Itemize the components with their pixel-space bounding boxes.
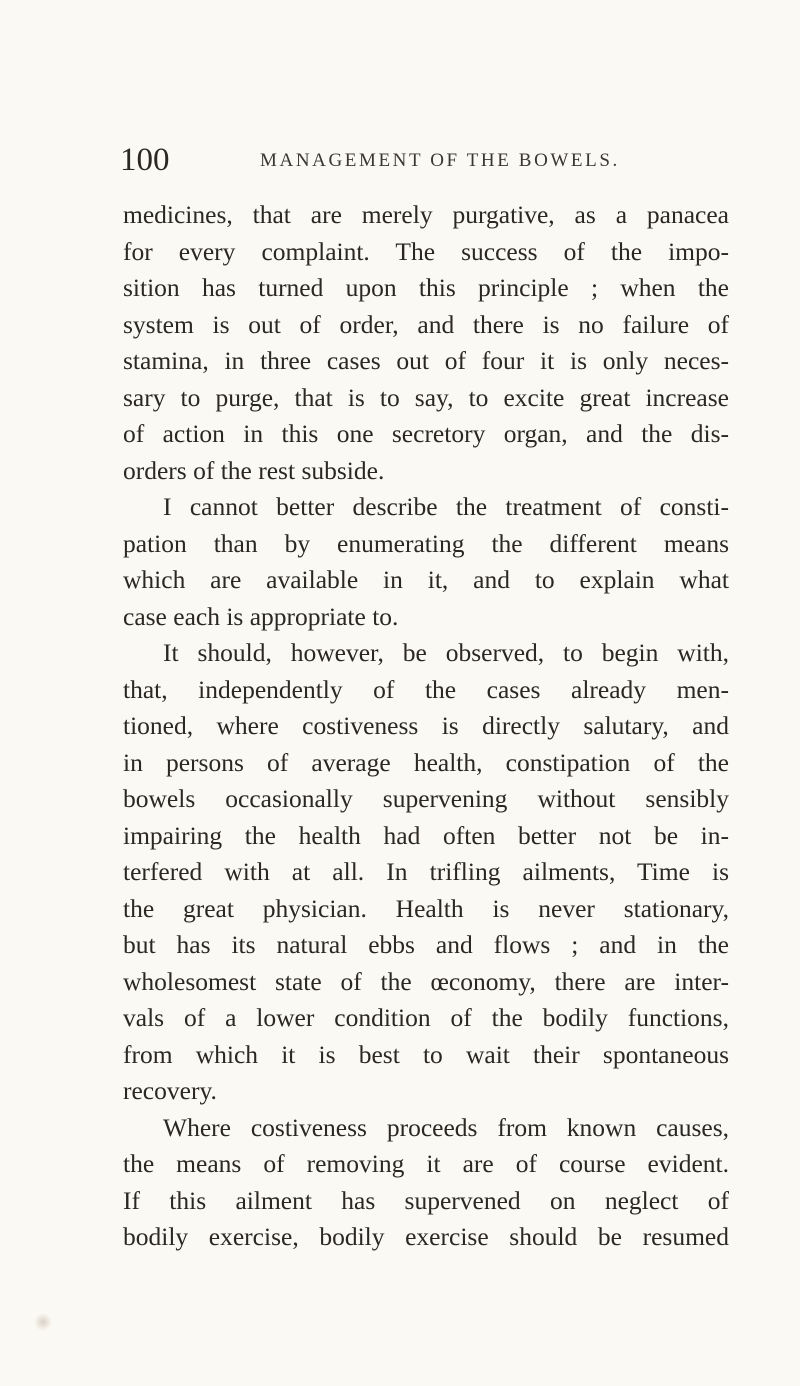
text-line: orders of the rest subside.	[123, 455, 385, 485]
text-line: for every complaint. The success of the impo-	[123, 236, 729, 266]
page-number: 100	[120, 142, 170, 178]
text-line: that, independently of the cases already men-	[123, 674, 729, 704]
text-line: Where costiveness proceeds from known causes,	[163, 1112, 729, 1142]
paper-smudge	[34, 1313, 52, 1331]
text-line: which are available in it, and to explain what	[123, 565, 729, 594]
text-line: It should, however, be observed, to begin with,	[163, 638, 729, 667]
text-line: I cannot better describe the treatment of consti-	[163, 492, 729, 521]
text-line: of action in this one secretory organ, and the dis-	[123, 419, 729, 448]
text-line: tioned, where costiveness is directly salutary, and	[123, 711, 729, 740]
text-line: stamina, in three cases out of four it is only neces-	[123, 346, 729, 375]
text-line: sary to purge, that is to say, to excite great increase	[123, 382, 729, 412]
text-line: sition has turned upon this principle ; when the	[123, 273, 729, 302]
text-line: wholesomest state of the œconomy, there are inter-	[123, 966, 729, 996]
text-line: vals of a lower condition of the bodily functions,	[123, 1003, 729, 1032]
text-line: pation than by enumerating the different means	[123, 528, 729, 558]
text-line: but has its natural ebbs and flows ; and in the	[123, 930, 729, 959]
text-line: terfered with at all. In trifling ailments, Time is	[123, 857, 729, 886]
text-line: If this ailment has supervened on neglect of	[123, 1185, 729, 1215]
text-line: recovery.	[123, 1076, 217, 1105]
text-line: medicines, that are merely purgative, as a panacea	[123, 200, 729, 229]
running-title: MANAGEMENT OF THE BOWELS.	[260, 150, 620, 171]
text-line: bowels occasionally supervening without sensibly	[123, 784, 729, 813]
text-line: impairing the health had often better not be in-	[123, 820, 729, 850]
text-line: in persons of average health, constipation of the	[123, 747, 729, 777]
text-line: the means of removing it are of course evident.	[123, 1149, 729, 1178]
text-line: from which it is best to wait their spontaneous	[123, 1039, 729, 1069]
text-line: bodily exercise, bodily exercise should be resumed	[123, 1222, 729, 1251]
page-header	[120, 140, 730, 180]
text-line: case each is appropriate to.	[123, 601, 399, 631]
text-line: the great physician. Health is never stationary,	[123, 893, 729, 923]
text-line: system is out of order, and there is no failure of	[123, 309, 729, 339]
